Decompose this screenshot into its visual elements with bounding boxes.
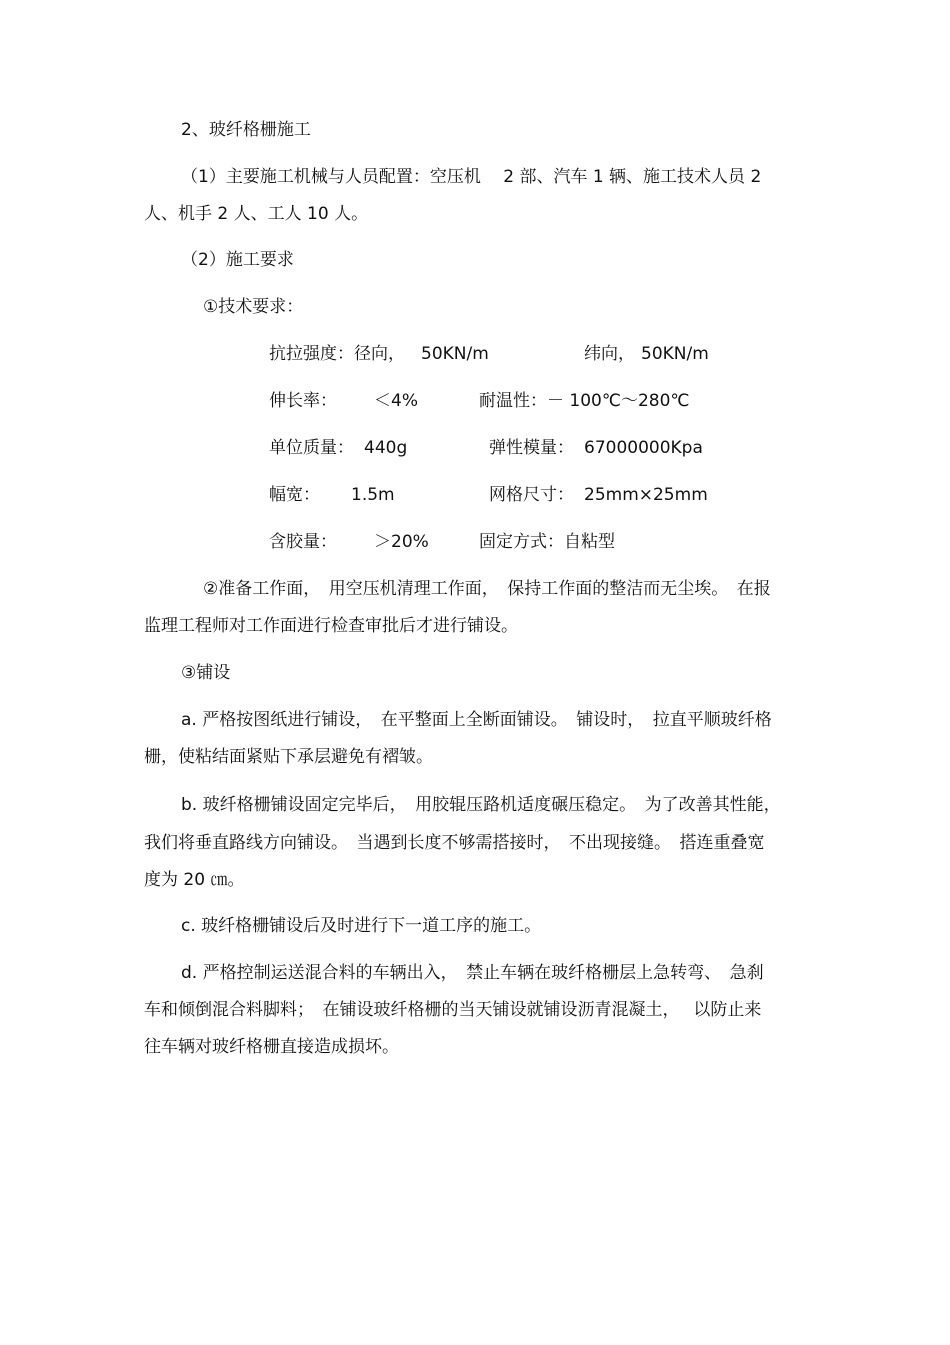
step-b-line2: 我们将垂直路线方向铺设。 当遇到长度不够需搭接时， 不出现接缝。 搭连重叠宽 [144,833,765,853]
spec-value: ＜4% [374,391,418,411]
spec-label: 伸长率： [269,391,337,411]
spec-value: 1.5m [351,485,395,505]
spec-label: 含胶量： [269,532,337,552]
spec-label: 弹性模量： [489,438,574,458]
item1-line1: （1）主要施工机械与人员配置：空压机 2 部、汽车 1 辆、施工技术人员 2 [181,167,762,187]
step-d-line2: 车和倾倒混合料脚料； 在铺设玻纤格栅的当天铺设就铺设沥青混凝土， 以防止来 [144,1000,762,1020]
spec-value: 25mm×25mm [584,485,708,505]
spec-label: 幅宽： [269,485,320,505]
spec-label: 网格尺寸： [489,485,574,505]
prep-line1: ②准备工作面， 用空压机清理工作面， 保持工作面的整洁而无尘埃。 在报 [203,579,771,599]
step-b-line3: 度为 20 ㎝。 [144,870,245,890]
tech-requirements-title: ①技术要求： [203,297,304,317]
spec-value: 67000000Kpa [584,438,703,458]
step-b-line1: b. 玻纤格栅铺设固定完毕后， 用胶辊压路机适度碾压稳定。 为了改善其性能， [181,795,781,815]
step-d-line1: d. 严格控制运送混合料的车辆出入， 禁止车辆在玻纤格栅层上急转弯、 急刹 [181,963,764,983]
spec-label: 固定方式：自粘型 [479,532,615,552]
item2-title: （2）施工要求 [181,250,294,270]
spec-label: 抗拉强度：径向， [269,344,405,364]
section-title: 2、玻纤格栅施工 [181,120,311,140]
spec-label: 纬向， [584,344,635,364]
spec-value: 50KN/m [421,344,489,364]
spec-value: 50KN/m [641,344,709,364]
spec-label: 单位质量： [269,438,354,458]
laying-title: ③铺设 [181,663,231,683]
step-a-line1: a. 严格按图纸进行铺设， 在平整面上全断面铺设。 铺设时， 拉直平顺玻纤格 [181,710,772,730]
spec-value: ＞20% [374,532,429,552]
prep-line2: 监理工程师对工作面进行检查审批后才进行铺设。 [144,616,518,636]
step-c-line1: c. 玻纤格栅铺设后及时进行下一道工序的施工。 [181,916,542,936]
step-d-line3: 往车辆对玻纤格栅直接造成损坏。 [144,1037,399,1057]
item1-line2: 人、机手 2 人、工人 10 人。 [144,204,369,224]
step-a-line2: 栅，使粘结面紧贴下承层避免有褶皱。 [144,747,433,767]
spec-label: 耐温性：－ 100℃～280℃ [479,391,690,411]
spec-value: 440g [364,438,408,458]
